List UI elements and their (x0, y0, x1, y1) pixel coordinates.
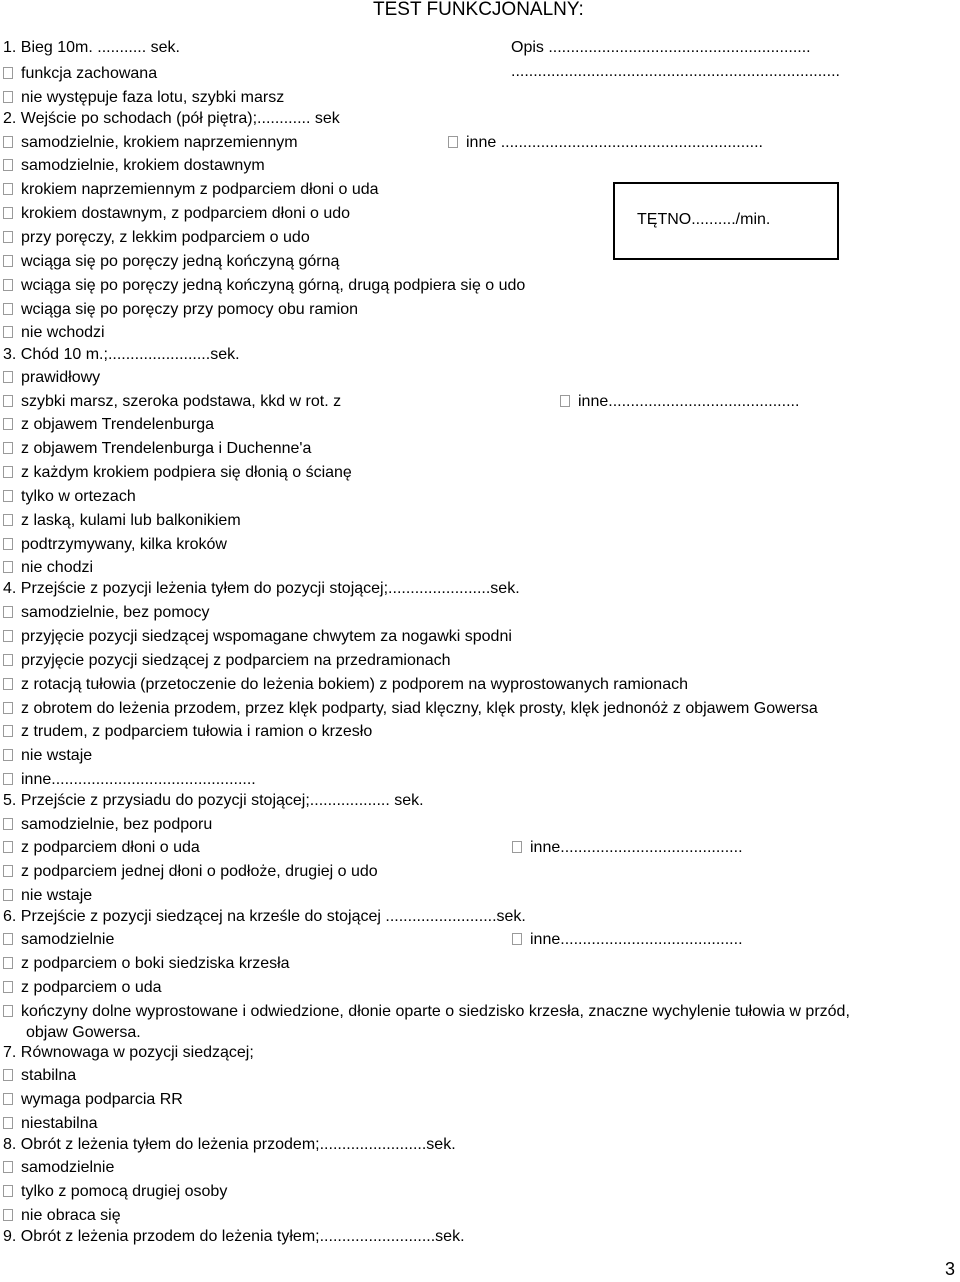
option-inne-squat[interactable]: inne......................................... (512, 838, 743, 858)
checkbox-icon[interactable] (3, 957, 13, 969)
option-item[interactable]: z podparciem dłoni o uda (3, 838, 200, 858)
option-item[interactable]: wciąga się po poręczy jedną kończyną górną, drugą podpiera się o udo (3, 276, 525, 296)
checkbox-icon[interactable] (3, 702, 13, 714)
checkbox-icon[interactable] (3, 136, 13, 148)
option-item[interactable]: z trudem, z podparciem tułowia i ramion o krzesło (3, 722, 372, 742)
checkbox-icon[interactable] (3, 561, 13, 573)
checkbox-icon[interactable] (512, 933, 522, 945)
option-item[interactable]: funkcja zachowana (3, 64, 157, 84)
option-item[interactable]: krokiem naprzemiennym z podparciem dłoni o uda (3, 180, 379, 200)
checkbox-icon[interactable] (3, 865, 13, 877)
option-item[interactable]: z objawem Trendelenburga i Duchenne'a (3, 439, 311, 459)
checkbox-icon[interactable] (3, 1185, 13, 1197)
checkbox-icon[interactable] (3, 538, 13, 550)
option-item[interactable]: samodzielnie, krokiem naprzemiennym (3, 133, 298, 153)
option-item[interactable]: inne.............................................. (3, 770, 256, 790)
option-item[interactable]: z podparciem o uda (3, 978, 162, 998)
option-item[interactable]: samodzielnie, bez pomocy (3, 603, 210, 623)
checkbox-icon[interactable] (3, 231, 13, 243)
checkbox-icon[interactable] (3, 725, 13, 737)
section-1-heading: 1. Bieg 10m. ........... sek. (3, 39, 180, 56)
option-item[interactable]: przyjęcie pozycji siedzącej wspomagane chwytem za nogawki spodni (3, 627, 512, 647)
option-item[interactable]: przyjęcie pozycji siedzącej z podparciem na przedramionach (3, 651, 451, 671)
option-inne-chair[interactable]: inne......................................... (512, 930, 743, 950)
option-item[interactable]: wymaga podparcia RR (3, 1090, 183, 1110)
checkbox-icon[interactable] (3, 159, 13, 171)
option-item[interactable]: z laską, kulami lub balkonikiem (3, 511, 241, 531)
option-item[interactable]: szybki marsz, szeroka podstawa, kkd w rot. z (3, 392, 341, 412)
checkbox-icon[interactable] (3, 255, 13, 267)
option-item[interactable]: nie wchodzi (3, 323, 105, 343)
option-item[interactable]: stabilna (3, 1066, 76, 1086)
option-item[interactable]: tylko z pomocą drugiej osoby (3, 1182, 227, 1202)
option-item-continuation: objaw Gowersa. (26, 1024, 141, 1041)
option-item[interactable]: samodzielnie, bez podporu (3, 815, 212, 835)
checkbox-icon[interactable] (3, 841, 13, 853)
checkbox-icon[interactable] (3, 1117, 13, 1129)
section-8-heading: 8. Obrót z leżenia tyłem do leżenia przodem;........................sek. (3, 1136, 456, 1153)
option-item[interactable]: niestabilna (3, 1114, 98, 1134)
checkbox-icon[interactable] (3, 91, 13, 103)
checkbox-icon[interactable] (3, 1005, 13, 1017)
checkbox-icon[interactable] (3, 818, 13, 830)
option-item[interactable]: podtrzymywany, kilka kroków (3, 535, 227, 555)
option-item[interactable]: nie występuje faza lotu, szybki marsz (3, 88, 284, 108)
checkbox-icon[interactable] (3, 1209, 13, 1221)
checkbox-icon[interactable] (3, 418, 13, 430)
checkbox-icon[interactable] (3, 1161, 13, 1173)
option-item[interactable]: wciąga się po poręczy przy pomocy obu ramion (3, 300, 358, 320)
option-item[interactable]: kończyny dolne wyprostowane i odwiedzione, dłonie oparte o siedzisko krzesła, znaczne wychylenie tułowia w przód, (3, 1002, 850, 1022)
checkbox-icon[interactable] (3, 183, 13, 195)
checkbox-icon[interactable] (3, 303, 13, 315)
option-item[interactable]: nie wstaje (3, 746, 92, 766)
checkbox-icon[interactable] (3, 630, 13, 642)
option-item[interactable]: z podparciem o boki siedziska krzesła (3, 954, 290, 974)
option-item[interactable]: prawidłowy (3, 368, 100, 388)
option-item[interactable]: nie chodzi (3, 558, 93, 578)
option-item[interactable]: samodzielnie, krokiem dostawnym (3, 156, 265, 176)
checkbox-icon[interactable] (3, 207, 13, 219)
option-item[interactable]: nie obraca się (3, 1206, 121, 1226)
option-inne-stairs[interactable]: inne ........................................................... (448, 133, 763, 153)
section-5-heading: 5. Przejście z przysiadu do pozycji stojącej;.................. sek. (3, 792, 424, 809)
checkbox-icon[interactable] (3, 442, 13, 454)
opis-field: Opis ........................................................... (511, 39, 811, 56)
option-item[interactable]: wciąga się po poręczy jedną kończyną górną (3, 252, 339, 272)
checkbox-icon[interactable] (448, 136, 458, 148)
page-title: TEST FUNKCJONALNY: (373, 0, 584, 20)
checkbox-icon[interactable] (512, 841, 522, 853)
page-number: 3 (945, 1259, 956, 1279)
checkbox-icon[interactable] (3, 326, 13, 338)
checkbox-icon[interactable] (3, 749, 13, 761)
checkbox-icon[interactable] (3, 514, 13, 526)
checkbox-icon[interactable] (3, 773, 13, 785)
opis-field-continuation: .......................................................................... (511, 63, 840, 80)
section-3-heading: 3. Chód 10 m.;.......................sek. (3, 346, 240, 363)
option-item[interactable]: nie wstaje (3, 886, 92, 906)
checkbox-icon[interactable] (3, 371, 13, 383)
checkbox-icon[interactable] (560, 395, 570, 407)
option-item[interactable]: samodzielnie (3, 930, 114, 950)
option-item[interactable]: z obrotem do leżenia przodem, przez klęk podparty, siad klęczny, klęk prosty, klęk jednonóż z objawem Gowersa (3, 699, 818, 719)
checkbox-icon[interactable] (3, 279, 13, 291)
option-item[interactable]: samodzielnie (3, 1158, 114, 1178)
heart-rate-field: TĘTNO........../min. (637, 211, 771, 228)
option-item[interactable]: krokiem dostawnym, z podparciem dłoni o udo (3, 204, 350, 224)
checkbox-icon[interactable] (3, 678, 13, 690)
checkbox-icon[interactable] (3, 490, 13, 502)
section-7-heading: 7. Równowaga w pozycji siedzącej; (3, 1044, 254, 1061)
section-4-heading: 4. Przejście z pozycji leżenia tyłem do pozycji stojącej;.......................sek. (3, 580, 520, 597)
checkbox-icon[interactable] (3, 606, 13, 618)
checkbox-icon[interactable] (3, 466, 13, 478)
section-6-heading: 6. Przejście z pozycji siedzącej na krześle do stojącej .........................sek. (3, 908, 526, 925)
option-item[interactable]: z rotacją tułowia (przetoczenie do leżenia bokiem) z podporem na wyprostowanych ramionach (3, 675, 688, 695)
checkbox-icon[interactable] (3, 1069, 13, 1081)
option-item[interactable]: z objawem Trendelenburga (3, 415, 214, 435)
section-2-heading: 2. Wejście po schodach (pół piętra);............ sek (3, 110, 340, 127)
checkbox-icon[interactable] (3, 981, 13, 993)
option-item[interactable]: tylko w ortezach (3, 487, 136, 507)
option-inne-walk[interactable]: inne........................................... (560, 392, 799, 412)
option-item[interactable]: z podparciem jednej dłoni o podłoże, drugiej o udo (3, 862, 378, 882)
option-item[interactable]: przy poręczy, z lekkim podparciem o udo (3, 228, 310, 248)
section-9-heading: 9. Obrót z leżenia przodem do leżenia tyłem;..........................sek. (3, 1228, 465, 1245)
checkbox-icon[interactable] (3, 395, 13, 407)
option-item[interactable]: z każdym krokiem podpiera się dłonią o ścianę (3, 463, 352, 483)
checkbox-icon[interactable] (3, 67, 13, 79)
checkbox-icon[interactable] (3, 1093, 13, 1105)
checkbox-icon[interactable] (3, 654, 13, 666)
checkbox-icon[interactable] (3, 889, 13, 901)
checkbox-icon[interactable] (3, 933, 13, 945)
